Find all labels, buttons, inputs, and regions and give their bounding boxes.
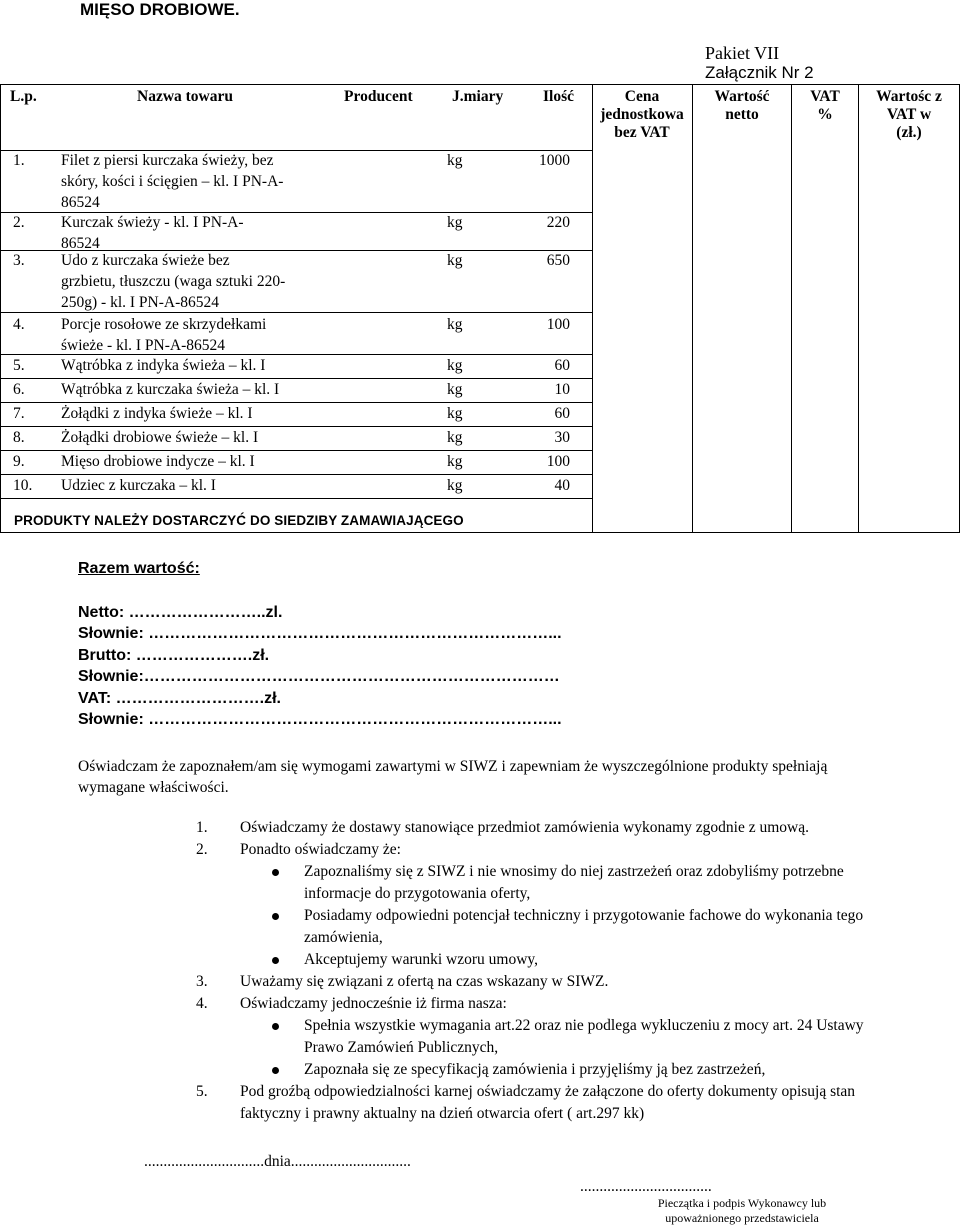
row-10-unit: kg (447, 477, 463, 494)
bullet-icon (272, 869, 279, 876)
row-4-lp: 4. (13, 316, 25, 333)
order-table (0, 84, 960, 532)
row-1-unit: kg (447, 152, 463, 169)
declaration-item-2: 2. Ponadto oświadczamy że: (196, 841, 401, 858)
row-5-lp: 5. (13, 357, 25, 374)
row-2-qty: 220 (546, 214, 570, 231)
header-name: Nazwa towaru (137, 88, 233, 105)
header-lp: L.p. (10, 88, 37, 105)
row-7-qty: 60 (554, 405, 570, 422)
declaration-bullet: Spełnia wszystkie wymagania art.22 oraz nie podlega wykluczeniu z mocy art. 24 Ustawy Prawo Zamówień Publicznych, (196, 1015, 866, 1059)
vat-words-line: Słownie: …………………………………………………………………... (78, 711, 562, 728)
header-unit: J.miary (452, 88, 504, 105)
declaration-bullet: Zapoznaliśmy się z SIWZ i nie wnosimy do niej zastrzeżeń oraz zdobyliśmy potrzebne informacje do przygotowania oferty, (196, 861, 866, 905)
declaration-list (196, 817, 866, 1125)
row-1-name: Filet z piersi kurczaka świeży, bez skóry, kości i ścięgien – kl. I PN-A- 86524 (61, 152, 284, 211)
header-gross-value: Wartośc z VAT w (zł.) (876, 88, 942, 141)
row-7-name: Żołądki z indyka świeże – kl. I (61, 405, 253, 422)
row-5-unit: kg (447, 357, 463, 374)
row-1-lp: 1. (13, 152, 25, 169)
summary-heading: Razem wartość: (78, 560, 200, 577)
row-2-name: Kurczak świeży - kl. I PN-A- 86524 (61, 214, 244, 252)
row-3-qty: 650 (546, 252, 570, 269)
row-3-name: Udo z kurczaka świeże bez grzbietu, tłuszczu (waga sztuki 220- 250g) - kl. I PN-A-86524 (61, 252, 286, 311)
row-6-unit: kg (447, 381, 463, 398)
annex-label: Załącznik Nr 2 (705, 63, 814, 82)
brutto-words-line: Słownie:…………………………………………………………………… (78, 668, 560, 685)
netto-words-line: Słownie: …………………………………………………………………... (78, 625, 562, 642)
row-8-name: Żołądki drobiowe świeże – kl. I (61, 429, 259, 446)
row-8-qty: 30 (554, 429, 570, 446)
row-4-qty: 100 (546, 316, 570, 333)
row-9-lp: 9. (13, 453, 25, 470)
row-8-lp: 8. (13, 429, 25, 446)
declaration-bullet: Posiadamy odpowiedni potencjał techniczny i przygotowanie fachowe do wykonania tego zamówienia, (196, 905, 866, 949)
row-4-name: Porcje rosołowe ze skrzydełkami świeże - kl. I PN-A-86524 (61, 316, 267, 354)
row-4-unit: kg (447, 316, 463, 333)
row-7-unit: kg (447, 405, 463, 422)
package-label: Pakiet VII (705, 43, 780, 63)
row-6-lp: 6. (13, 381, 25, 398)
declaration-item-4: 4. Oświadczamy jednocześnie iż firma nasza: (196, 995, 507, 1012)
header-vat: VAT % (810, 88, 840, 123)
header-qty: Ilość (543, 88, 574, 105)
row-5-name: Wątróbka z indyka świeża – kl. I (61, 357, 266, 374)
row-10-qty: 40 (554, 477, 570, 494)
row-3-lp: 3. (13, 252, 25, 269)
brutto-line: Brutto: ………………….zł. (78, 646, 270, 664)
row-8-unit: kg (447, 429, 463, 446)
signature-date-line: ...............................dnia............................... (144, 1153, 411, 1170)
bullet-icon (272, 957, 279, 964)
netto-line: Netto: ……………………..zl. (78, 603, 283, 621)
row-5-qty: 60 (554, 357, 570, 374)
declaration-bullet: Akceptujemy warunki wzoru umowy, (196, 949, 866, 971)
row-2-lp: 2. (13, 214, 25, 231)
row-10-lp: 10. (13, 477, 33, 494)
signature-caption: Pieczątka i podpis Wykonawcy lub upoważnionego przedstawiciela (657, 1196, 827, 1225)
row-2-unit: kg (447, 214, 463, 231)
row-7-lp: 7. (13, 405, 25, 422)
summary-section (78, 558, 562, 731)
vat-line: VAT: ……………………….zł. (78, 689, 281, 707)
bullet-icon (272, 1067, 279, 1074)
declaration-intro: Oświadczam że zapoznałem/am się wymogami zawartymi w SIWZ i zapewniam że wyszczególnione produkty spełniają wymagane właściwości. (78, 758, 828, 796)
signature-line: .................................. (580, 1178, 712, 1195)
row-6-qty: 10 (554, 381, 570, 398)
header-producer: Producent (344, 88, 413, 105)
declaration-item-3: 3. Uważamy się związani z ofertą na czas wskazany w SIWZ. (196, 973, 609, 990)
bullet-icon (272, 913, 279, 920)
row-9-unit: kg (447, 453, 463, 470)
bullet-icon (272, 1023, 279, 1030)
declaration-bullet: Zapoznała się ze specyfikacją zamówienia i przyjęliśmy ją bez zastrzeżeń, (196, 1059, 866, 1081)
row-3-unit: kg (447, 252, 463, 269)
row-1-qty: 1000 (539, 152, 570, 169)
row-9-qty: 100 (546, 453, 570, 470)
row-9-name: Mięso drobiowe indycze – kl. I (61, 453, 255, 470)
row-6-name: Wątróbka z kurczaka świeża – kl. I (61, 381, 280, 398)
declaration-item-1: 1. Oświadczamy że dostawy stanowiące przedmiot zamówienia wykonamy zgodnie z umową. (196, 819, 810, 836)
document-title: MIĘSO DROBIOWE. (80, 0, 240, 19)
delivery-note: PRODUKTY NALEŻY DOSTARCZYĆ DO SIEDZIBY ZAMAWIAJĄCEGO (14, 513, 464, 528)
row-10-name: Udziec z kurczaka – kl. I (61, 477, 216, 494)
header-net-value: Wartość netto (714, 88, 770, 123)
header-unit-price: Cena jednostkowa bez VAT (600, 88, 684, 141)
declaration-item-5: 5. Pod groźbą odpowiedzialności karnej oświadczamy że załączone do oferty dokumenty opisują stan faktyczny i prawny aktualny na dzień otwarcia ofert ( art.297 kk) (196, 1083, 856, 1122)
